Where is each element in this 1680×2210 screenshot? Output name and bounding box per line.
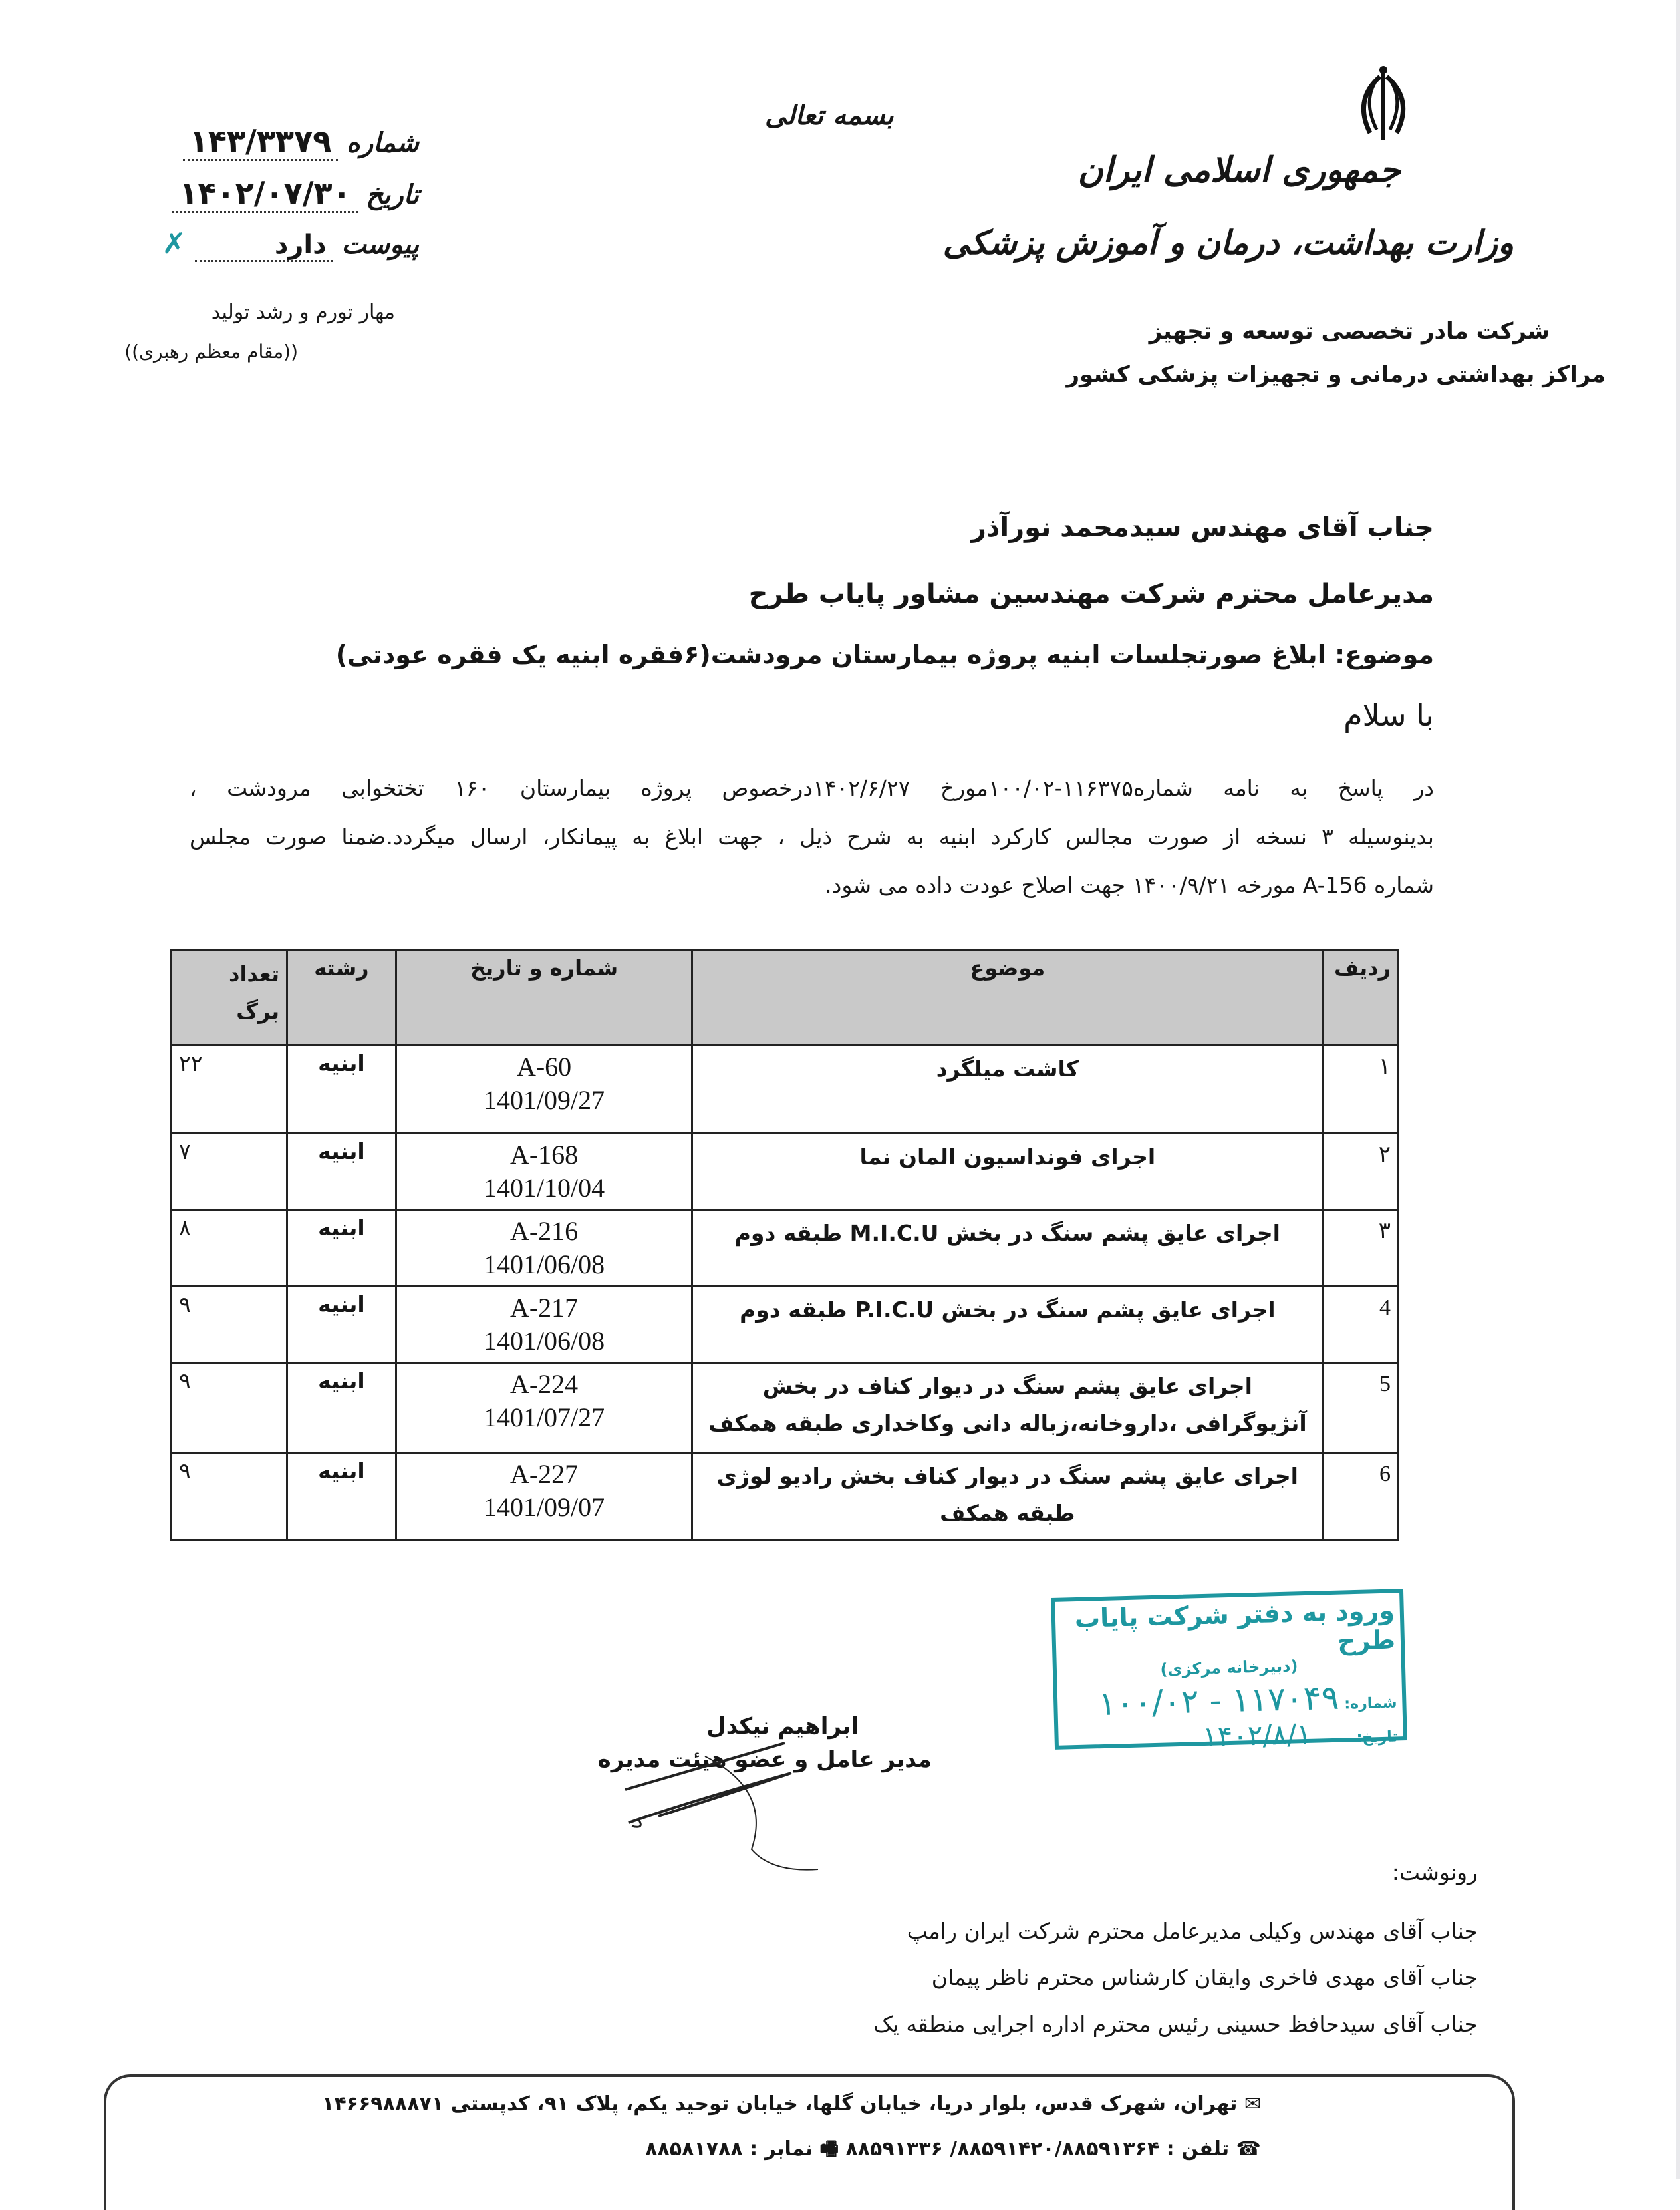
footer-address [322, 2092, 1261, 2116]
row-doc-date: 1401/10/04 [483, 1173, 605, 1203]
table-row [172, 1363, 1399, 1453]
table-row [172, 1210, 1399, 1287]
body-line: بدینوسیله ۳ نسخه از صورت مجالس کارکرد ابنیه به شرح ذیل ، جهت ابلاغ به پیمانکار، ارسال میگردد.ضمنا صورت مجلس [190, 824, 1434, 850]
basmala: بسمه تعالی [765, 100, 894, 131]
col-field: رشته [287, 951, 396, 1046]
date-value: ۱۴۰۲/۰۷/۳۰ [172, 175, 357, 213]
row-pages: ۹ [172, 1363, 287, 1453]
handwritten-signature [619, 1736, 845, 1876]
row-number-date [396, 1046, 692, 1134]
row-subject: کاشت میلگرد [692, 1046, 1323, 1134]
cc-item: جناب آقای سیدحافظ حسینی رئیس محترم اداره اجرایی منطقه یک [873, 2011, 1478, 2037]
row-subject: اجرای عایق پشم سنگ در بخش M.I.C.U طبقه دوم [692, 1210, 1323, 1287]
body-paragraph [190, 764, 1434, 909]
table-row [172, 1134, 1399, 1210]
number-label: شماره [346, 127, 419, 158]
row-doc-number: A-60 [516, 1052, 572, 1082]
row-doc-number: A-224 [509, 1369, 579, 1399]
attachment-row [162, 227, 419, 279]
signer-name: ابراهیم نیکدل [706, 1713, 859, 1740]
table-row [172, 1046, 1399, 1134]
cc-list [873, 1908, 1478, 2048]
fax-icon: 🖷 [819, 2137, 839, 2161]
cc-item: جناب آقای مهندس وکیلی مدیرعامل محترم شرکت ایران رامپ [907, 1918, 1478, 1944]
attachment-value: دارد [195, 230, 333, 262]
minutes-table [170, 949, 1399, 1541]
row-subject: اجرای عایق پشم سنگ در بخش P.I.C.U طبقه دوم [692, 1287, 1323, 1363]
phone-value: ۸۸۵۹۱۴۲۰/۸۸۵۹۱۳۶۴/ ۸۸۵۹۱۳۳۶ [845, 2137, 1160, 2161]
row-field: ابنیه [287, 1134, 396, 1210]
col-subject: موضوع [692, 951, 1323, 1046]
stamp-number-label: شماره: [1344, 1694, 1397, 1713]
row-subject: اجرای عایق پشم سنگ در دیوار کناف در بخش آنژیوگرافی ،داروخانه،زباله دانی وکاخداری طبقه همکف [692, 1363, 1323, 1453]
row-number-date [396, 1287, 692, 1363]
cc-item: جناب آقای مهدی فاخری وایقان کارشناس محترم ناظر پیمان [931, 1965, 1478, 1990]
row-number: ۳ [1323, 1210, 1399, 1287]
row-doc-date: 1401/06/08 [483, 1326, 605, 1356]
row-number-date [396, 1453, 692, 1540]
greeting: با سلام [1343, 697, 1434, 733]
row-doc-number: A-217 [509, 1293, 579, 1323]
cc-label: رونوشت: [1391, 1859, 1478, 1885]
row-number-date [396, 1134, 692, 1210]
row-pages: ۷ [172, 1134, 287, 1210]
letter-meta [162, 123, 419, 279]
address-text: تهران، شهرک قدس، بلوار دریا، خیابان گلها، خیابان توحید یکم، پلاک ۹۱، کدپستی ۱۴۶۶۹۸۸۸۷۱ [322, 2092, 1238, 2116]
company-line1: شرکت مادر تخصصی توسعه و تجهیز [1149, 318, 1550, 345]
fax-label: نمابر : [750, 2137, 813, 2161]
row-subject: اجرای عایق پشم سنگ در دیوار کناف بخش رادیو لوژی طبقه همکف [692, 1453, 1323, 1540]
ministry-name: وزارت بهداشت، درمان و آموزش پزشکی [942, 223, 1514, 262]
check-mark-icon: ✗ [162, 227, 187, 261]
attachment-label: پیوست [341, 229, 419, 260]
row-number: ۲ [1323, 1134, 1399, 1210]
row-doc-date: 1401/06/08 [483, 1249, 605, 1279]
row-field: ابنیه [287, 1453, 396, 1540]
row-pages: ۲۲ [172, 1046, 287, 1134]
iran-emblem-icon [1347, 63, 1420, 143]
row-number-date [396, 1363, 692, 1453]
col-row: ردیف [1323, 951, 1399, 1046]
col-number-date: شماره و تاریخ [396, 951, 692, 1046]
row-number: 4 [1323, 1287, 1399, 1363]
row-doc-date: 1401/09/07 [483, 1492, 605, 1522]
col-pages: تعداد برگ [172, 951, 287, 1046]
row-doc-date: 1401/09/27 [483, 1085, 605, 1115]
date-label: تاریخ [366, 179, 419, 210]
row-pages: ۹ [172, 1287, 287, 1363]
row-doc-number: A-227 [509, 1459, 579, 1489]
row-doc-number: A-168 [509, 1140, 579, 1170]
stamp-subtitle: (دبیرخانه مرکزی) [1160, 1657, 1298, 1679]
table-header-row [172, 951, 1399, 1046]
country-name: جمهوری اسلامی ایران [1077, 150, 1401, 190]
number-value: ۱۴۳/۳۳۷۹ [183, 123, 338, 161]
row-number: 5 [1323, 1363, 1399, 1453]
stamp-date-value: ۱۴۰۲/۸/۱ [1202, 1717, 1312, 1754]
row-subject: اجرای فونداسیون المان نما [692, 1134, 1323, 1210]
phone-label: تلفن : [1166, 2137, 1230, 2161]
addressee-title: مدیرعامل محترم شرکت مهندسین مشاور پایاب طرح [748, 579, 1434, 609]
row-doc-number: A-216 [509, 1216, 579, 1246]
row-number: 6 [1323, 1453, 1399, 1540]
table-row [172, 1453, 1399, 1540]
row-field: ابنیه [287, 1210, 396, 1287]
company-line2: مراکز بهداشتی درمانی و تجهیزات پزشکی کشور [1066, 361, 1606, 388]
body-line: در پاسخ به نامه شماره۱۱۶۳۷۵-۱۰۰/۰۲مورخ ۱۴۰۲/۶/۲۷درخصوص پروژه بیمارستان ۱۶۰ تختخوابی مرودشت ، [190, 775, 1434, 801]
row-number: ۱ [1323, 1046, 1399, 1134]
stamp-number-value: ۱۱۷۰۴۹ - ۱۰۰/۰۲ [1097, 1678, 1340, 1724]
row-field: ابنیه [287, 1287, 396, 1363]
row-pages: ۸ [172, 1210, 287, 1287]
row-doc-date: 1401/07/27 [483, 1402, 605, 1432]
addressee-name: جناب آقای مهندس سیدمحمد نورآذر [970, 512, 1434, 543]
row-field: ابنیه [287, 1363, 396, 1453]
letter-date-row [180, 175, 419, 227]
scan-edge [1676, 0, 1680, 2179]
table-row [172, 1287, 1399, 1363]
receipt-stamp [1051, 1589, 1407, 1754]
signer-title: مدیر عامل و عضو هیئت مدیره [597, 1746, 932, 1773]
fax-value: ۸۸۵۸۱۷۸۸ [645, 2137, 743, 2161]
slogan-source: ((مقام معظم رهبری)) [124, 341, 298, 363]
row-number-date [396, 1210, 692, 1287]
phone-icon: ☎ [1236, 2137, 1261, 2161]
footer-contacts [645, 2134, 1261, 2168]
stamp-date-label: تاریخ: [1356, 1728, 1399, 1747]
body-line: شماره A-156 مورخه ۱۴۰۰/۹/۲۱ جهت اصلاح عودت داده می شود. [825, 872, 1434, 898]
letter-number-row [180, 123, 419, 175]
address-icon: ✉ [1244, 2092, 1261, 2116]
row-field: ابنیه [287, 1046, 396, 1134]
slogan: مهار تورم و رشد تولید [211, 301, 395, 324]
subject-line: موضوع: ابلاغ صورتجلسات ابنیه پروژه بیمارستان مرودشت(۶فقره ابنیه یک فقره عودتی) [335, 640, 1434, 669]
stamp-title: ورود به دفتر شرکت پایاب طرح [1074, 1595, 1396, 1656]
row-pages: ۹ [172, 1453, 287, 1540]
